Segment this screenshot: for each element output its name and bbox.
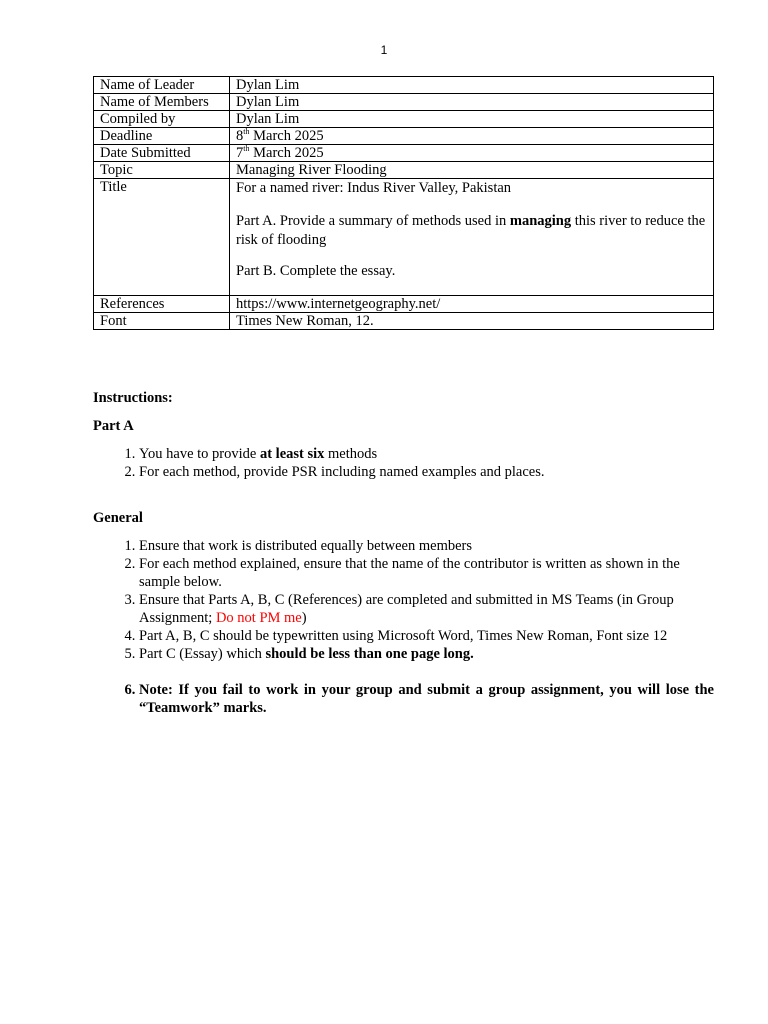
deadline-suffix: th	[243, 127, 250, 137]
general-section	[93, 509, 714, 717]
assignment-info-table	[93, 76, 714, 330]
general-item3-text: Ensure that Parts A, B, C (References) are completed and submitted in MS Teams (in Group Assignment;	[139, 592, 674, 626]
topic-value: Managing River Flooding	[230, 162, 714, 179]
title-part-b: Part B. Complete the essay.	[236, 263, 396, 279]
title-label: Title	[94, 179, 230, 296]
table-row	[94, 145, 714, 162]
deadline-label: Deadline	[94, 128, 230, 145]
part-a-section	[93, 417, 714, 481]
table-row	[94, 111, 714, 128]
part-a-item1-text: You have to provide	[139, 446, 260, 462]
note-item: 6. Note: If you fail to work in your group and submit a group assignment, you will lose the “Teamwork” marks.	[139, 681, 714, 717]
list-item: 4. Part A, B, C should be typewritten using Microsoft Word, Times New Roman, Font size 12	[139, 627, 714, 645]
list-item	[139, 645, 714, 663]
leader-value: Dylan Lim	[230, 77, 714, 94]
submitted-suffix: th	[243, 144, 250, 154]
part-a-item1-emphasis: at least six	[259, 446, 325, 462]
list-item	[139, 445, 714, 463]
references-value: https://www.internetgeography.net/	[230, 296, 714, 313]
submitted-rest: March 2025	[249, 145, 324, 161]
instructions-section	[93, 389, 714, 407]
deadline-day: 8	[236, 128, 244, 144]
deadline-rest: March 2025	[249, 128, 324, 144]
references-label: References	[94, 296, 230, 313]
font-label: Font	[94, 313, 230, 330]
general-item3-warning: Do not PM me	[215, 610, 302, 626]
compiled-value: Dylan Lim	[230, 111, 714, 128]
title-part-a	[236, 212, 707, 250]
instructions-heading: Instructions:	[93, 390, 173, 406]
title-line: For a named river: Indus River Valley, Pakistan	[236, 180, 512, 196]
general-heading: General	[93, 510, 143, 526]
part-a-item1-text-end: methods	[324, 446, 378, 462]
table-row	[94, 77, 714, 94]
general-item5-text: Part C (Essay) which	[139, 646, 266, 662]
table-row	[94, 128, 714, 145]
list-item: 1. Ensure that work is distributed equally between members	[139, 537, 714, 555]
font-value: Times New Roman, 12.	[230, 313, 714, 330]
compiled-label: Compiled by	[94, 111, 230, 128]
title-part-a-text-end: this river to reduce the risk of flooding	[236, 213, 706, 248]
part-a-list	[93, 445, 714, 481]
topic-label: Topic	[94, 162, 230, 179]
title-part-a-text: Part A. Provide a summary of methods used in	[236, 213, 510, 229]
table-row	[94, 179, 714, 296]
list-item: 2. For each method, provide PSR including named examples and places.	[139, 463, 714, 481]
members-label: Name of Members	[94, 94, 230, 111]
page-number: 1	[380, 43, 388, 57]
general-item3-text-end: )	[301, 610, 307, 626]
title-value	[230, 179, 714, 296]
list-item: 2. For each method explained, ensure that the name of the contributor is written as shown in the sample below.	[139, 555, 714, 591]
title-part-a-emphasis: managing	[509, 213, 572, 229]
title-cell-spacer	[236, 281, 707, 295]
members-value: Dylan Lim	[230, 94, 714, 111]
table-row	[94, 94, 714, 111]
submitted-day: 7	[236, 145, 244, 161]
table-row	[94, 296, 714, 313]
table-row	[94, 313, 714, 330]
submitted-label: Date Submitted	[94, 145, 230, 162]
deadline-value	[230, 128, 714, 145]
submitted-value	[230, 145, 714, 162]
general-list	[93, 537, 714, 717]
general-item5-emphasis: should be less than one page long.	[265, 646, 474, 662]
table-row	[94, 162, 714, 179]
list-item	[139, 591, 714, 627]
part-a-heading: Part A	[93, 418, 134, 434]
leader-label: Name of Leader	[94, 77, 230, 94]
